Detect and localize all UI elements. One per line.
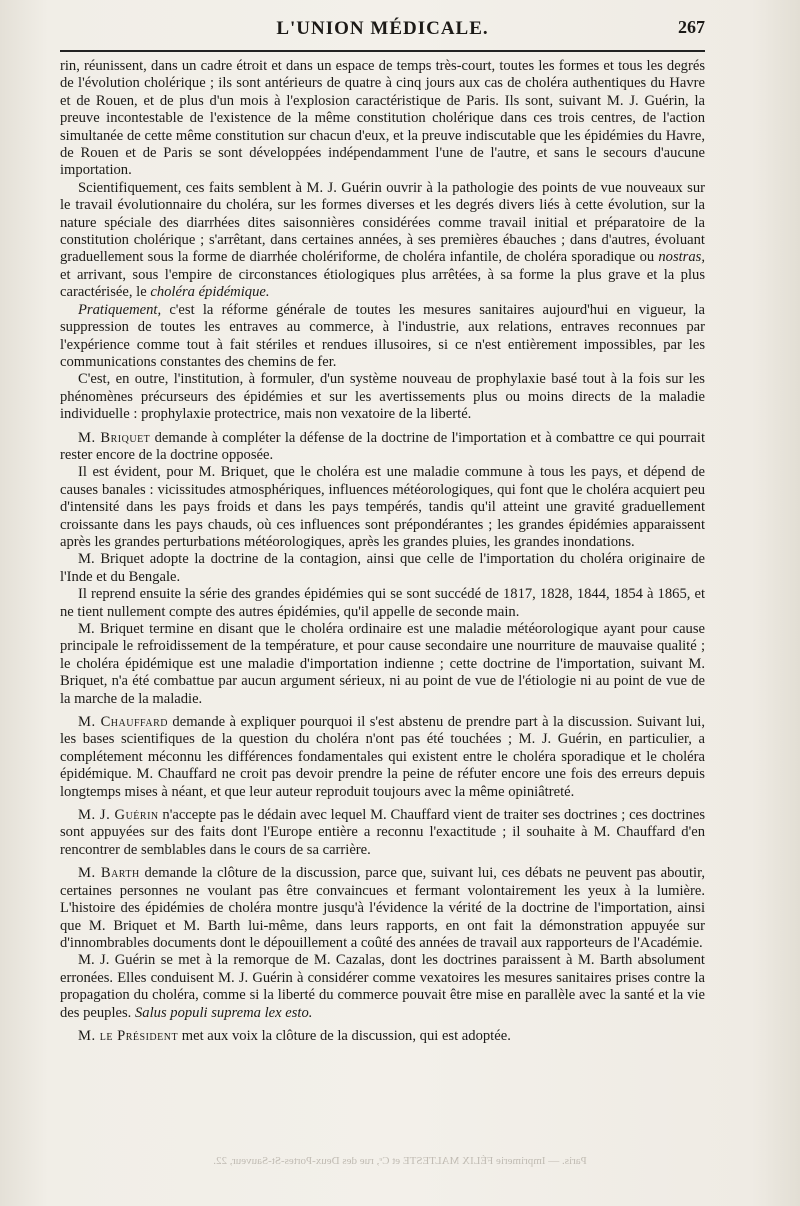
running-title: L'UNION MÉDICALE. [276,18,489,39]
paragraph: Scientifiquement, ces faits semblent à M. J. Guérin ouvrir à la pathologie des points de vue nouveaux sur le travail évolutionnaire du choléra, sur les formes diverses et les degrés divers liés à cette évolution, sur la nature spéciale des diarrhées dites saisonnières considérées comme travail initial et préparatoire de la constitution cholérique ; s'arrêtant, dans certaines années, à ses premières ébauches ; dans d'autres, évoluant graduellement sous la forme de diarrhée cholériforme, de choléra infantile, de choléra sporadique ou nostras, et arrivant, sous l'empire de circonstances étiologiques plus arrêtées, à sa forme la plus grave et la plus caractérisée, le choléra épidémique. [60,179,705,301]
page-header [60,14,705,46]
paragraph: M. le Président met aux voix la clôture de la discussion, qui est adoptée. [78,1027,511,1044]
speaker-name: M. Chauffard [78,714,168,731]
speaker-name: M. Briquet [78,429,151,446]
paragraph: Pratiquement, c'est la réforme générale de toutes les mesures sanitaires aujourd'hui en vigueur, la suppression de toutes les entraves au commerce, à l'industrie, aux relations, entraves reconnues par l'expérience comme tout à fait stériles et rendues illusoires, si ce n'est entièrement impossibles, par les communications constantes des chemins de fer. [60,301,705,370]
printer-imprint-bleedthrough: Paris. — Imprimerie FÉLIX MALTESTE et Cᵉ, rue des Deux-Portes-St-Sauveur, 22. [213,1155,587,1167]
paragraph: M. J. Guérin n'accepte pas le dédain avec lequel M. Chauffard vient de traiter ses doctrines ; ces doctrines sont appuyées sur des faits dont l'Europe entière a reconnu l'exactitude ; il souhaite à M. Chauffard d'en rencontrer de semblables dans le cours de sa carrière. [60,807,705,858]
header-rule [60,50,705,52]
paragraph: M. Briquet demande à compléter la défense de la doctrine de l'importation et à combattre ce qui pourrait rester encore de la doctrine opposée. [60,429,706,463]
paragraph: M. Briquet adopte la doctrine de la contagion, ainsi que celle de l'importation du choléra originaire de l'Inde et du Bengale. [60,551,705,585]
speaker-name: M. Barth [78,865,140,882]
paragraph: rin, réunissent, dans un cadre étroit et dans un espace de temps très-court, toutes les formes et tous les degrés de l'évolution cholérique ; ils sont antérieurs de quatre à cinq jours aux cas de choléra authentiques du Havre et de Rouen, et de plus d'un mois à l'explosion caractéristique de Paris. Ils sont, suivant M. J. Guérin, la preuve incontestable de l'existence de la même constitution cholérique dans ces trois centres, de l'action simultanée de cette même constitution sur chacun d'eux, et la preuve indiscutable que les épidémies du Havre, de Rouen et de Paris se sont développées indépendamment l'une de l'autre, et sans le secours d'aucune importation. [60,58,705,179]
speaker-name: M. J. Guérin [78,807,159,824]
paragraph: M. Chauffard demande à expliquer pourquoi il s'est abstenu de prendre part à la discussion. Suivant lui, les bases scientifiques de la question du choléra n'ont pas été touchées ; M. J. Guérin, en particulier, a complétement méconnu les différences fondamentales qui existent entre le choléra sporadique et le choléra épidémique. M. Chauffard ne croit pas devoir prendre la peine de réfuter encore une fois des erreurs depuis longtemps mises à néant, et que leur auteur reproduit toujours avec la même opiniâtreté. [60,714,705,800]
page-number: 267 [678,17,705,37]
article-body [60,58,705,1045]
paragraph: C'est, en outre, l'institution, à formuler, d'un système nouveau de prophylaxie basé tout à la fois sur les phénomènes précurseurs des épidémies et sur les avertissements plus ou moins directs de la maladie individuelle : prophylaxie protectrice, mais non vexatoire de la liberté. [60,371,705,423]
paragraph: Il est évident, pour M. Briquet, que le choléra est une maladie commune à tous les pays, et dépend de causes banales : vicissitudes atmosphériques, influences météorologiques, qui font que le choléra acquiert peu d'intensité dans les pays froids et dans les pays tempérés, tandis qu'il atteint une gravité graduellement croissante dans les pays chauds, où ces influences sont prépondérantes ; les grandes épidémies apparaissent après les grandes perturbations météorologiques, après les grandes pluies, les grandes inondations. [60,464,705,550]
speaker-name: M. le Président [78,1027,179,1044]
paragraph: M. Barth demande la clôture de la discussion, parce que, suivant lui, ces débats ne peuvent pas aboutir, certaines personnes ne voulant pas être convaincues et fermant volontairement les yeux à la lumière. L'histoire des épidémies de choléra montre jusqu'à l'évidence la vérité de la doctrine de l'importation, ainsi que M. Briquet et M. Barth lui-même, dans leurs rapports, en ont fait la démonstration appuyée sur d'innombrables documents dont le dépouillement a coûté des années de travail aux rapporteurs de l'Académie. [60,865,705,951]
paragraph: M. Briquet termine en disant que le choléra ordinaire est une maladie météorologique ayant pour cause principale le refroidissement de la température, et pour cause secondaire une nourriture de mauvaise qualité ; le choléra épidémique est une maladie d'importation indienne ; cette doctrine de l'importation, suivant M. Briquet, n'a été combattue par aucun argument sérieux, ni au point de vue de l'étiologie ni au point de vue de la marche de la maladie. [60,621,705,707]
paragraph: Il reprend ensuite la série des grandes épidémies qui se sont succédé de 1817, 1828, 1844, 1854 à 1865, et ne tient nullement compte des autres épidémies, qu'il appelle de seconde main. [60,586,705,620]
paragraph: M. J. Guérin se met à la remorque de M. Cazalas, dont les doctrines paraissent à M. Barth absolument erronées. Elles conduisent M. J. Guérin à considérer comme vexatoires les mesures sanitaires prises contre la propagation du choléra, comme si la liberté du commerce pouvait être mise en parallèle avec la santé et la vie des peuples. Salus populi suprema lex esto. [60,952,705,1021]
